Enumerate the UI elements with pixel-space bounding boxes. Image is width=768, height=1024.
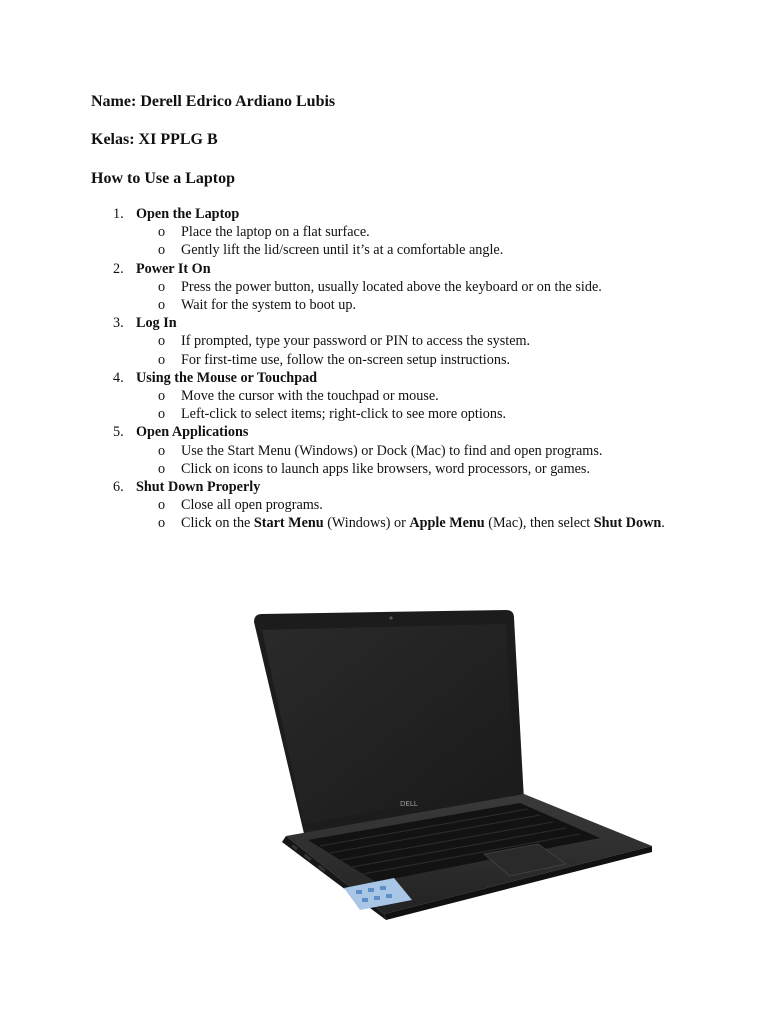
student-name: Derell Edrico Ardiano Lubis <box>140 93 336 110</box>
step-title: Open the Laptop <box>136 206 240 222</box>
step-title: Shut Down Properly <box>136 479 261 496</box>
step-title: Power It On <box>136 260 211 277</box>
sub-item: o Place the laptop on a flat surface. <box>158 224 370 241</box>
steps-list <box>91 205 691 533</box>
sub-item: o Click on icons to launch apps like browsers, word processors, or games. <box>158 460 590 477</box>
bullet-icon: o <box>158 515 166 532</box>
bullet-icon: o <box>158 497 166 514</box>
sub-item: o Wait for the system to boot up. <box>158 297 356 314</box>
bullet-icon: o <box>158 388 166 405</box>
bullet-icon: o <box>158 333 166 350</box>
sub-item: o Left-click to select items; right-click to see more options. <box>158 406 507 423</box>
class-value: XI PPLG B <box>138 131 218 148</box>
sub-item: o Press the power button, usually located above the keyboard or on the side. <box>158 278 602 295</box>
name-line: Name: Derell Edrico Ardiano Lubis <box>91 93 336 110</box>
sub-item: o If prompted, type your password or PIN to access the system. <box>158 333 531 350</box>
document-title: How to Use a Laptop <box>91 170 236 187</box>
sub-item: o Click on the Start Menu (Windows) or Apple Menu (Mac), then select Shut Down. <box>158 515 665 532</box>
bullet-icon: o <box>158 442 166 459</box>
list-item: 6. Shut Down Properly o Close all open programs. o Click on the Start Menu (Windows) or Apple Menu (Mac), then select Shut Down. <box>91 478 691 533</box>
step-title: Open Applications <box>136 424 249 441</box>
step-title: Using the Mouse or Touchpad <box>136 369 318 386</box>
list-item: 2. Power It On o Press the power button, usually located above the keyboard or on the side. o Wait for the system to boot up. <box>91 260 691 315</box>
bullet-icon: o <box>158 278 166 295</box>
sub-item: o Move the cursor with the touchpad or mouse. <box>158 388 439 405</box>
bullet-icon: o <box>158 460 166 477</box>
step-title: Log In <box>136 315 177 332</box>
bullet-icon: o <box>158 242 166 259</box>
bullet-icon: o <box>158 406 166 423</box>
sub-item: o For first-time use, follow the on-screen setup instructions. <box>158 351 511 368</box>
class-line: Kelas: XI PPLG B <box>91 131 218 148</box>
list-item: 3. Log In o If prompted, type your password or PIN to access the system. o For first-time use, follow the on-screen setup instructions. <box>91 314 691 369</box>
list-item: 4. Using the Mouse or Touchpad o Move the cursor with the touchpad or mouse. o Left-click to select items; right-click to see more options. <box>91 369 691 424</box>
sub-item: o Use the Start Menu (Windows) or Dock (Mac) to find and open programs. <box>158 442 603 459</box>
bullet-icon: o <box>158 351 166 368</box>
sub-item: o Close all open programs. <box>158 497 323 514</box>
bullet-icon: o <box>158 297 166 314</box>
list-item: 1. Open the Laptop o Place the laptop on a flat surface. o Gently lift the lid/screen until it’s at a comfortable angle. <box>91 205 691 260</box>
sub-item: o Gently lift the lid/screen until it’s at a comfortable angle. <box>158 242 504 259</box>
bullet-icon: o <box>158 224 166 241</box>
laptop-photo <box>248 610 656 920</box>
list-item: 5. Open Applications o Use the Start Menu (Windows) or Dock (Mac) to find and open programs. o Click on icons to launch apps like browsers, word processors, or games. <box>91 423 691 478</box>
brand-logo: DELL <box>400 800 418 808</box>
